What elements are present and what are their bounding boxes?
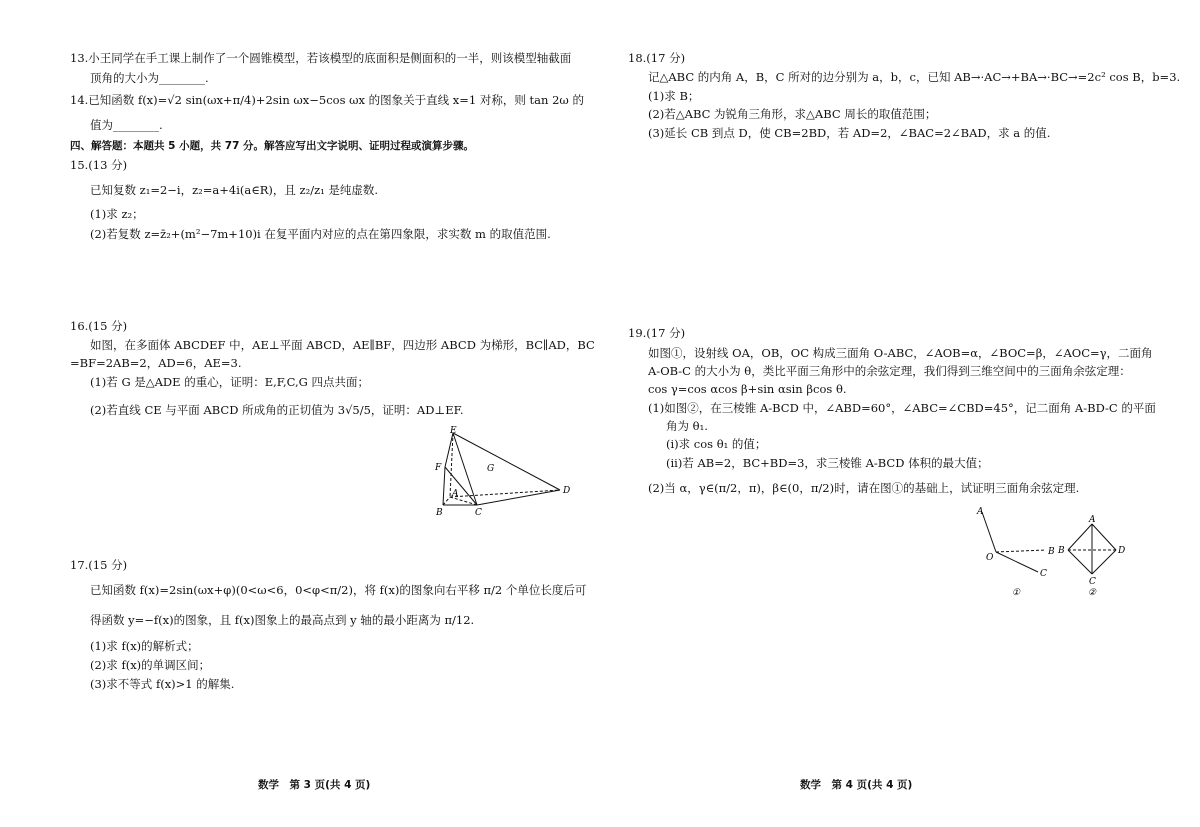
q14-line2: 值为________. xyxy=(90,118,163,132)
q16-stem2: =BF=2AB=2，AD=6，AE=3. xyxy=(70,356,242,370)
q17-part2: (2)求 f(x)的单调区间； xyxy=(90,658,211,672)
fig1-caption: ① xyxy=(1012,588,1021,598)
q17-stem1: 已知函数 f(x)=2sin(ωx+φ)(0<ω<6，0<φ<π/2)，将 f(x)的图象向右平移 π/2 个单位长度后可 xyxy=(90,583,587,597)
fig-label-g: G xyxy=(487,464,495,474)
q17-part3: (3)求不等式 f(x)>1 的解集. xyxy=(90,677,235,691)
fig2-caption: ② xyxy=(1088,588,1097,598)
section-heading: 四、解答题：本题共 5 小题，共 77 分。解答应写出文字说明、证明过程或演算步骤。 xyxy=(70,140,475,152)
q18-stem: 记△ABC 的内角 A，B，C 所对的边分别为 a，b，c，已知 AB→·AC→+BA→·BC→=2c² cos B，b=3. xyxy=(648,70,1181,84)
q15-part2: (2)若复数 z=z̄₂+(m²−7m+10)i 在复平面内对应的点在第四象限，求实数 m 的取值范围. xyxy=(90,227,551,241)
q17-stem2: 得函数 y=−f(x)的图象，且 f(x)图象上的最高点到 y 轴的最小距离为 π/12. xyxy=(90,613,475,627)
q16-part2: (2)若直线 CE 与平面 ABCD 所成角的正切值为 3√5/5，证明：AD⊥EF. xyxy=(90,403,464,417)
fig-label-b: B xyxy=(436,508,443,517)
footer-page-4: 数学 第 4 页(共 4 页) xyxy=(800,779,913,791)
footer-page-3: 数学 第 3 页(共 4 页) xyxy=(258,779,371,791)
fig2-label-a: A xyxy=(1089,515,1096,525)
q19-part1i: (i)求 cos θ₁ 的值； xyxy=(666,437,767,451)
q15-stem: 已知复数 z₁=2−i，z₂=a+4i(a∈R)，且 z₂/z₁ 是纯虚数. xyxy=(90,183,379,197)
fig-label-e: E xyxy=(450,426,457,436)
fig2-label-b: B xyxy=(1058,546,1065,556)
fig-label-f: F xyxy=(435,463,442,473)
q13-line1: 13.小王同学在手工课上制作了一个圆锥模型，若该模型的底面积是侧面积的一半，则该模型轴截面 xyxy=(70,51,572,65)
q19-stem2: A-OB-C 的大小为 θ，类比平面三角形中的余弦定理，我们得到三维空间中的三面角余弦定理： xyxy=(648,364,1131,378)
fig-label-a: A xyxy=(452,489,459,499)
trihedral-figure-1 xyxy=(968,502,1068,598)
q17-head: 17.(15 分) xyxy=(70,558,128,572)
q19-part2: (2)当 α，γ∈(π/2，π)，β∈(0，π/2)时，请在图①的基础上，试证明三面角余弦定理. xyxy=(648,481,1080,495)
q19-stem3: cos γ=cos αcos β+sin αsin βcos θ. xyxy=(648,382,847,396)
fig1-label-b: B xyxy=(1048,547,1055,557)
q16-part1: (1)若 G 是△ADE 的重心，证明：E,F,C,G 四点共面； xyxy=(90,375,369,389)
q19-part1b: 角为 θ₁. xyxy=(666,419,708,433)
polyhedron-figure xyxy=(425,425,585,517)
q17-part1: (1)求 f(x)的解析式； xyxy=(90,639,199,653)
q16-head: 16.(15 分) xyxy=(70,319,128,333)
fig-label-d: D xyxy=(563,486,571,496)
q15-head: 15.(13 分) xyxy=(70,158,128,172)
q18-head: 18.(17 分) xyxy=(628,51,686,65)
q19-part1a: (1)如图②，在三棱锥 A-BCD 中，∠ABD=60°，∠ABC=∠CBD=45°，记二面角 A-BD-C 的平面 xyxy=(648,401,1156,415)
q18-part2: (2)若△ABC 为锐角三角形，求△ABC 周长的取值范围； xyxy=(648,107,937,121)
fig2-label-d: D xyxy=(1118,546,1126,556)
fig2-label-c: C xyxy=(1089,577,1096,587)
q19-stem1: 如图①，设射线 OA，OB，OC 构成三面角 O-ABC，∠AOB=α，∠BOC=β，∠AOC=γ，二面角 xyxy=(648,346,1153,360)
q16-stem1: 如图，在多面体 ABCDEF 中，AE⊥平面 ABCD，AE∥BF，四边形 ABCD 为梯形，BC∥AD，BC xyxy=(90,338,595,352)
fig1-label-c: C xyxy=(1040,569,1047,579)
q14-line1: 14.已知函数 f(x)=√2 sin(ωx+π/4)+2sin ωx−5cos ωx 的图象关于直线 x=1 对称，则 tan 2ω 的 xyxy=(70,93,584,107)
q15-part1: (1)求 z₂； xyxy=(90,207,144,221)
q19-part1ii: (ii)若 AB=2，BC+BD=3，求三棱锥 A-BCD 体积的最大值； xyxy=(666,456,989,470)
fig-label-c: C xyxy=(475,508,482,517)
q18-part1: (1)求 B； xyxy=(648,89,700,103)
fig1-label-o: O xyxy=(986,553,994,563)
fig1-label-a: A xyxy=(977,507,984,517)
q13-line2: 顶角的大小为________. xyxy=(90,71,209,85)
q19-head: 19.(17 分) xyxy=(628,326,686,340)
tetrahedron-figure-2 xyxy=(1056,512,1152,598)
q18-part3: (3)延长 CB 到点 D，使 CB=2BD，若 AD=2，∠BAC=2∠BAD，求 a 的值. xyxy=(648,126,1051,140)
